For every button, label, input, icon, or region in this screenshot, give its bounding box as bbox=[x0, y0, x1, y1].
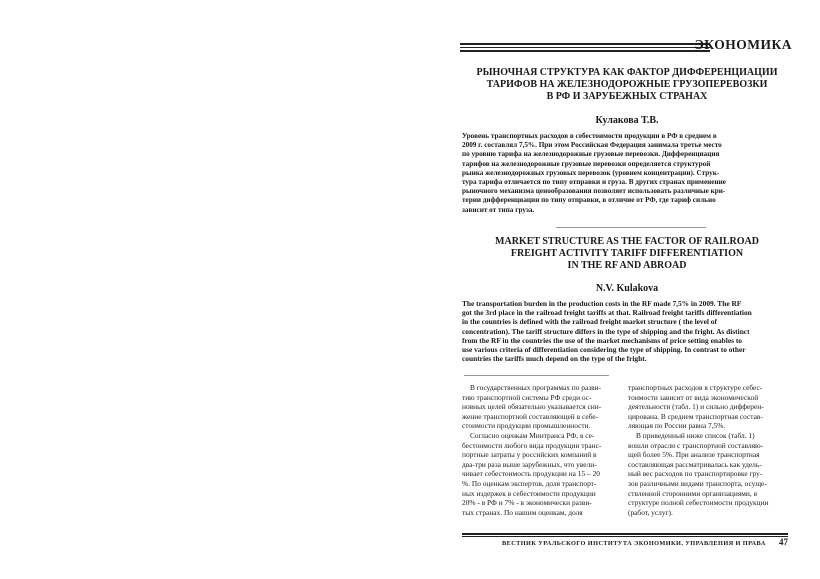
ru-abstract-line: зависит от типа груза. bbox=[462, 205, 535, 214]
journal-page bbox=[444, 0, 792, 579]
body-line: бестоимости любого вида продукции транс- bbox=[462, 440, 602, 450]
ru-title bbox=[462, 67, 792, 103]
footer-rule bbox=[462, 533, 788, 535]
body-line: %. По оценкам экспертов, доля транспорт- bbox=[462, 478, 597, 488]
journal-name: ВЕСТНИК УРАЛЬСКОГО ИНСТИТУТА ЭКОНОМИКИ, УПРАВЛЕНИЯ И ПРАВА bbox=[502, 540, 766, 547]
ru-abstract-line: тарифов на железнодорожные грузовые перевозки определяется структурой bbox=[462, 159, 711, 168]
body-line: В приведенный ниже список (табл. 1) bbox=[636, 430, 755, 440]
en-title bbox=[462, 236, 792, 272]
ru-abstract-line: Уровень транспортных расходов в себестоимости продукции в РФ в среднем в bbox=[462, 132, 717, 140]
ru-author: Кулакова Т.В. bbox=[595, 115, 659, 126]
body-line: ный вес расходов по транспортировке гру- bbox=[628, 469, 763, 479]
ru-abstract-line: 2009 г. составлял 7,5%. При этом Российская Федерация занимала третье место bbox=[462, 141, 722, 150]
ru-abstract-line: тура тарифа отличается по типу отправки и груза. В других странах применение bbox=[462, 178, 726, 187]
ru-abstract-line: рынка железнодорожных грузовых перевозок (уровнем концентрации). Струк- bbox=[462, 168, 720, 177]
body-line: два-три раза выше зарубежных, что увели- bbox=[462, 459, 597, 469]
en-title-line: MARKET STRUCTURE AS THE FACTOR OF RAILROAD bbox=[495, 236, 759, 247]
ru-abstract-line: по уровню тарифа на железнодорожные грузовые перевозки. Дифференциация bbox=[462, 150, 720, 159]
en-author: N.V. Kulakova bbox=[595, 283, 659, 294]
section-title: ЭКОНОМИКА bbox=[694, 37, 792, 52]
header-rules bbox=[460, 43, 710, 54]
en-abstract-line: The transportation burden in the production costs in the RF made 7,5% in 2009. The RF bbox=[462, 299, 742, 308]
en-abstract-line: use various criteria of differentiation considering the type of shipping. In contrast to other bbox=[462, 345, 746, 355]
separator-rule bbox=[556, 227, 706, 228]
footer-rule bbox=[462, 536, 788, 537]
body-line: тоимости зависит от вида экономической bbox=[628, 392, 759, 402]
body-line: тых странах. По нашим оценкам, доля bbox=[462, 507, 583, 517]
ru-abstract bbox=[462, 132, 784, 215]
body-line: портные затраты у российских компаний в bbox=[462, 450, 597, 460]
body-line: стоимости продукции промышленности. bbox=[462, 421, 591, 431]
en-abstract bbox=[462, 299, 784, 363]
body-line: транспортных расходов в структуре себес- bbox=[628, 383, 763, 392]
ru-abstract-line: рыночного механизма ценообразования позволяет использовать различные кри- bbox=[462, 187, 726, 196]
body-line: тию транспортной системы РФ среди ос- bbox=[462, 392, 592, 402]
body-line: ных издержек в себестоимости продукции bbox=[462, 488, 596, 498]
body-line: ляющая по России равна 7,5%. bbox=[628, 421, 726, 431]
body-left-column bbox=[462, 383, 622, 517]
body-line: новных целей обязательно указывается сни- bbox=[462, 402, 602, 412]
en-title-line: FREIGHT ACTIVITY TARIFF DIFFERENTIATION bbox=[510, 248, 744, 259]
en-abstract-line: countries the tariffs much depend on the type of the fright. bbox=[462, 354, 647, 364]
en-abstract-line: got the 3rd place in the railroad freight tariffs at that. Railroad freight tariffs differentiation bbox=[462, 308, 752, 318]
body-line: составляющая рассматривалась как удель- bbox=[628, 459, 762, 469]
body-line: вошли отрасли с транспортной составляю- bbox=[628, 440, 764, 450]
en-abstract-line: in the countries is defined with the railroad freight market structure ( the level of bbox=[462, 317, 717, 327]
en-abstract-line: from the RF in the countries the use of the market mechanisms of price setting enables to bbox=[462, 335, 742, 345]
body-line: чивает себестоимость продукции на 15 – 20 bbox=[462, 469, 600, 479]
separator-rule bbox=[464, 375, 609, 376]
body-line: деятельности (табл. 1) и сильно дифферен- bbox=[628, 402, 764, 412]
section-header bbox=[460, 37, 792, 54]
body-line: ствленной сторонними организациями, в bbox=[628, 488, 758, 498]
ru-title-line: В РФ И ЗАРУБЕЖНЫХ СТРАНАХ bbox=[546, 91, 708, 102]
body-right-column bbox=[628, 383, 788, 517]
en-abstract-line: concentration). The tariff structure differs in the type of shipping and the fright. As distinct bbox=[462, 326, 750, 336]
body-line: зов различными видами транспорта, осуще- bbox=[628, 478, 767, 488]
body-line: цирована. В среднем транспортная состав- bbox=[628, 411, 763, 421]
body-line: жение транспортной составляющей в себе- bbox=[462, 411, 598, 421]
page-number: 47 bbox=[779, 537, 788, 547]
ru-abstract-line: терии дифференциации по типу отправки, в отличие от РФ, где тариф сильно bbox=[462, 196, 716, 205]
body-line: Согласно оценкам Минтранса РФ, в се- bbox=[470, 430, 595, 440]
page-footer bbox=[462, 533, 788, 547]
body-line: щей более 5%. При анализе транспортная bbox=[628, 450, 760, 460]
body-line: структуре полной себестоимости продукции bbox=[628, 498, 769, 508]
body-line: 20% - в РФ и 7% - в экономически разви- bbox=[462, 498, 592, 508]
ru-title-line: РЫНОЧНАЯ СТРУКТУРА КАК ФАКТОР ДИФФЕРЕНЦИАЦИИ bbox=[476, 67, 778, 78]
en-title-line: IN THE RF AND ABROAD bbox=[567, 260, 687, 271]
body-line: В государственных программах по разви- bbox=[470, 383, 602, 392]
ru-title-line: ТАРИФОВ НА ЖЕЛЕЗНОДОРОЖНЫЕ ГРУЗОПЕРЕВОЗКИ bbox=[486, 79, 768, 90]
body-line: (работ, услуг). bbox=[628, 507, 673, 517]
